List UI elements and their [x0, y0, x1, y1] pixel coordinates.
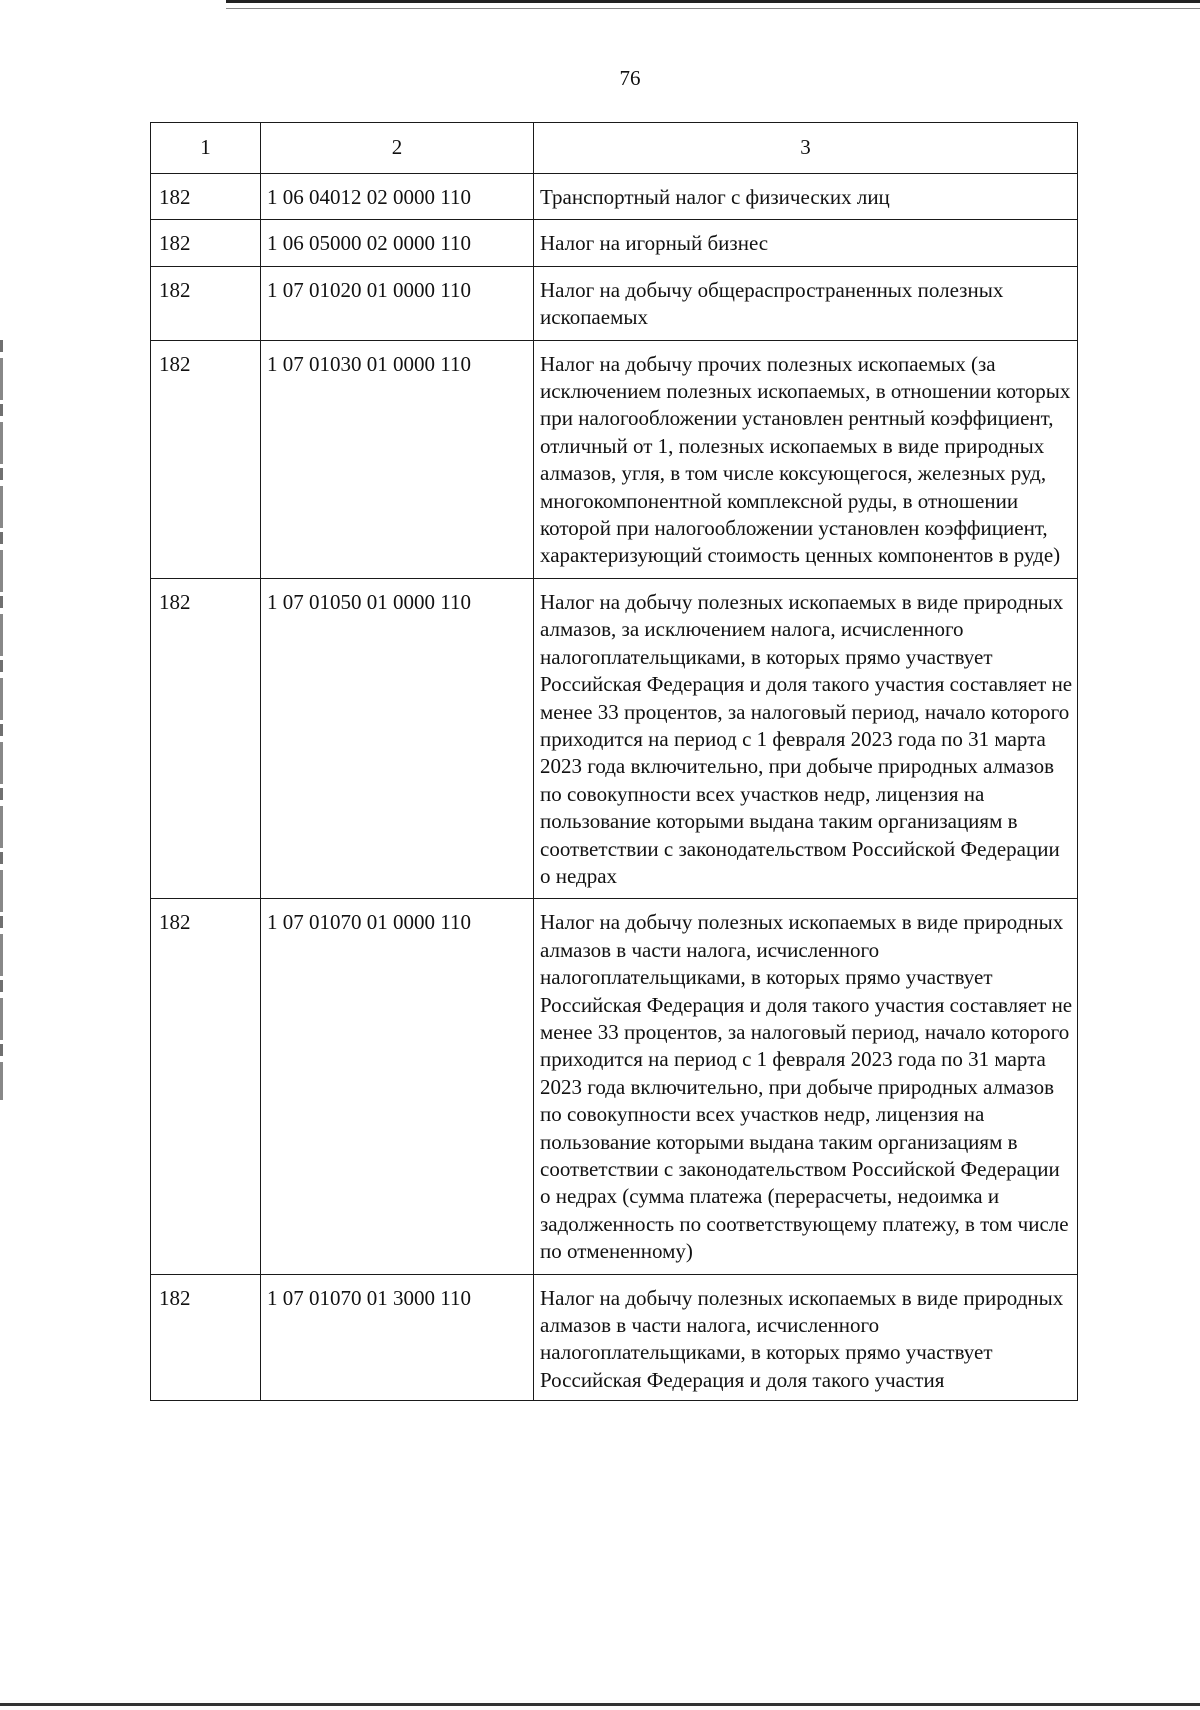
- table-header-row: [151, 123, 1078, 174]
- header-col-1: 1: [151, 123, 261, 174]
- scan-left-edge: [0, 340, 3, 1100]
- budget-code-cell: 1 07 01030 01 0000 110: [261, 340, 534, 578]
- table-row: [151, 1274, 1078, 1401]
- admin-code-cell: 182: [151, 174, 261, 220]
- page-number: 76: [619, 66, 641, 90]
- description-cell: Налог на добычу полезных ископаемых в виде природных алмазов, за исключением налога, исчисленного налогоплательщиками, в которых прямо участвует Российская Федерация и доля такого участия составляет не менее 33 процентов, за налоговый период, начало которого приходится на период с 1 февраля 2023 года по 31 марта 2023 года включительно, при добыче природных алмазов по совокупности всех участков недр, лицензия на пользование которыми выдана таким организациям в соответствии с законодательством Российской Федерации о недрах: [534, 578, 1078, 898]
- budget-code-cell: 1 07 01070 01 3000 110: [261, 1274, 534, 1401]
- table-row: [151, 174, 1078, 220]
- budget-code-cell: 1 07 01070 01 0000 110: [261, 899, 534, 1274]
- header-col-3: 3: [534, 123, 1078, 174]
- budget-code-cell: 1 06 04012 02 0000 110: [261, 174, 534, 220]
- scan-top-edge-thin: [226, 8, 1200, 9]
- description-cell: Налог на добычу общераспространенных полезных ископаемых: [534, 266, 1078, 340]
- budget-code-cell: 1 07 01020 01 0000 110: [261, 266, 534, 340]
- budget-code-cell: 1 06 05000 02 0000 110: [261, 220, 534, 266]
- description-cell: Налог на игорный бизнес: [534, 220, 1078, 266]
- table-row: [151, 220, 1078, 266]
- scan-top-edge: [226, 0, 1200, 3]
- budget-code-cell: 1 07 01050 01 0000 110: [261, 578, 534, 898]
- description-cell: Налог на добычу прочих полезных ископаемых (за исключением полезных ископаемых, в отношении которых при налогообложении установлен рентный коэффициент, отличный от 1, полезных ископаемых в виде природных алмазов, угля, в том числе коксующегося, железных руд, многокомпонентной комплексной руды, в отношении которой при налогообложении установлен коэффициент, характеризующий стоимость ценных компонентов в руде): [534, 340, 1078, 578]
- admin-code-cell: 182: [151, 578, 261, 898]
- header-col-2: 2: [261, 123, 534, 174]
- table-row: [151, 899, 1078, 1274]
- description-cell: Налог на добычу полезных ископаемых в виде природных алмазов в части налога, исчисленного налогоплательщиками, в которых прямо участвует Российская Федерация и доля такого участия составляет не менее 33 процентов, за налоговый период, начало которого приходится на период с 1 февраля 2023 года по 31 марта 2023 года включительно, при добыче природных алмазов по совокупности всех участков недр, лицензия на пользование которыми выдана таким организациям в соответствии с законодательством Российской Федерации о недрах (сумма платежа (перерасчеты, недоимка и задолженность по соответствующему платежу, в том числе по отмененному): [534, 899, 1078, 1274]
- description-cell: Налог на добычу полезных ископаемых в виде природных алмазов в части налога, исчисленного налогоплательщиками, в которых прямо участвует Российская Федерация и доля такого участия: [534, 1274, 1078, 1401]
- admin-code-cell: 182: [151, 899, 261, 1274]
- admin-code-cell: 182: [151, 1274, 261, 1401]
- table-row: [151, 340, 1078, 578]
- admin-code-cell: 182: [151, 266, 261, 340]
- description-cell: Транспортный налог с физических лиц: [534, 174, 1078, 220]
- table-row: [151, 578, 1078, 898]
- admin-code-cell: 182: [151, 220, 261, 266]
- table-row: [151, 266, 1078, 340]
- scan-bottom-edge: [0, 1703, 1200, 1706]
- admin-code-cell: 182: [151, 340, 261, 578]
- revenue-codes-table: [150, 122, 1078, 1401]
